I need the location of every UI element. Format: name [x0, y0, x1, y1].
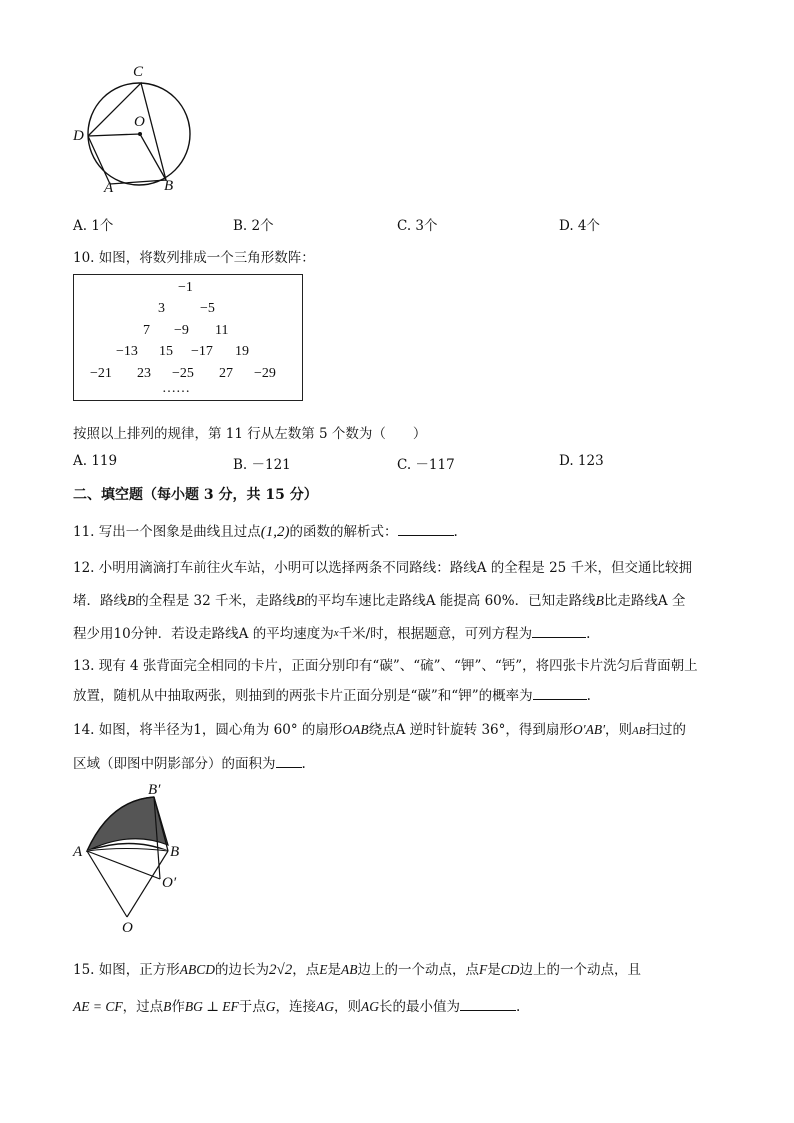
triangle-cell: 19	[235, 344, 249, 359]
q14-text: 绕点A 逆时针旋转 36°，得到扇形	[368, 722, 573, 738]
q15-text: 于点	[238, 999, 266, 1015]
q11-text-b: 的函数的解析式：	[289, 524, 398, 540]
q15-answer-blank[interactable]	[460, 998, 516, 1011]
q15-text: ，过点	[122, 999, 164, 1015]
q10-option-d[interactable]: D. 123	[559, 453, 604, 469]
label-b: B	[164, 178, 174, 194]
q14-text: 扫过的	[645, 722, 686, 738]
section-title: 二、填空题（每小题 3 分，共 15 分）	[73, 487, 318, 503]
q14-line1	[73, 718, 686, 738]
circle-figure	[68, 64, 208, 204]
q14-oab-prime: O′AB′	[572, 722, 606, 737]
label-b: B	[170, 844, 180, 860]
q15-text: 是	[327, 962, 341, 978]
label-o: O	[122, 920, 133, 936]
q12-var-x: x	[333, 627, 339, 639]
q12-line2	[73, 589, 685, 609]
q10-stem: 10. 如图，将数列排成一个三角形数阵：	[73, 250, 315, 266]
q9-option-a[interactable]: A. 1个	[73, 218, 114, 234]
triangle-cell: 7	[143, 323, 150, 338]
label-a: A	[73, 844, 83, 860]
q15-text: ，点	[292, 962, 320, 978]
q15-text: 作	[171, 999, 185, 1015]
q15-text: 15. 如图，正方形	[73, 962, 180, 978]
q15-line1	[73, 958, 641, 979]
q9-option-d[interactable]: D. 4个	[559, 218, 601, 234]
label-a: A	[104, 180, 114, 196]
label-o: O	[134, 114, 145, 130]
q15-ab: AB	[341, 962, 358, 977]
q11-text-a: 11. 写出一个图象是曲线且过点	[73, 524, 261, 540]
q14-end: .	[301, 756, 306, 772]
q13-line2	[73, 684, 591, 704]
q15-text: 的边长为	[215, 962, 270, 978]
triangle-cell: −1	[178, 280, 193, 295]
q14-text: 区域（即图中阴影部分）的面积为	[73, 756, 276, 772]
q12-text: 堵．路线	[73, 593, 127, 609]
label-o-prime: O′	[162, 875, 177, 891]
q15-text: ，连接	[275, 999, 317, 1015]
q13-line1: 13. 现有 4 张背面完全相同的卡片，正面分别印有“碳”、“硫”、“钾”、“钙”，将四张卡片洗匀后背面朝上	[73, 658, 698, 674]
q14-answer-blank[interactable]	[276, 755, 302, 768]
q15-text: 是	[487, 962, 501, 978]
q14-oab: OAB	[342, 722, 369, 737]
q15-end: .	[516, 999, 521, 1015]
q12-text: 千米/时，根据题意，可列方程为	[338, 626, 533, 642]
triangle-cell: 23	[137, 366, 151, 381]
triangle-cell: −9	[174, 323, 189, 338]
q15-text: 长的最小值为	[379, 999, 461, 1015]
q12-end: .	[586, 626, 591, 642]
q10-question: 按照以上排列的规律，第 11 行从左数第 5 个数为（ ）	[73, 426, 427, 442]
q14-text: 14. 如图，将半径为1，圆心角为 60° 的扇形	[73, 722, 343, 738]
label-c: C	[133, 64, 144, 80]
q10-option-b[interactable]: B. －121	[233, 457, 291, 473]
triangle-ellipsis: ……	[162, 381, 190, 396]
q12-var-b: B	[127, 593, 136, 608]
q12-var-b: B	[296, 593, 305, 608]
q15-point-b: B	[163, 999, 172, 1014]
triangle-cell: 15	[159, 344, 173, 359]
q15-text: 边上的一个动点，且	[519, 962, 642, 978]
q12-answer-blank[interactable]	[532, 625, 586, 638]
q12-text: 的全程是 32 千米，走路线	[135, 593, 297, 609]
number-triangle-box	[73, 274, 303, 401]
q15-text: ，则	[334, 999, 362, 1015]
q12-var-b: B	[595, 593, 604, 608]
q15-condition: AE = CF	[73, 999, 123, 1014]
q15-ag: AG	[316, 999, 335, 1014]
q11-end: .	[453, 524, 458, 540]
triangle-cell: 11	[215, 323, 229, 338]
q12-text: 比走路线A 全	[603, 593, 686, 609]
q15-ag: AG	[361, 999, 380, 1014]
q15-line2	[73, 995, 520, 1015]
q13-end: .	[586, 688, 591, 704]
q9-option-b[interactable]: B. 2个	[233, 218, 274, 234]
q15-point-f: F	[479, 962, 488, 977]
q14-text: ，则	[605, 722, 633, 738]
label-b-prime: B′	[148, 782, 161, 798]
q9-option-c[interactable]: C. 3个	[397, 218, 438, 234]
triangle-cell: −13	[116, 344, 138, 359]
triangle-cell: −21	[90, 366, 112, 381]
q13-text: 放置，随机从中抽取两张，则抽到的两张卡片正面分别是“碳”和“钾”的概率为	[73, 688, 533, 704]
triangle-cell: 3	[158, 301, 165, 316]
q11-point: (1,2)	[260, 524, 290, 540]
q12-line1: 12. 小明用滴滴打车前往火车站，小明可以选择两条不同路线：路线A 的全程是 25 千米，但交通比较拥	[73, 560, 693, 576]
triangle-cell: 27	[219, 366, 233, 381]
sector-figure	[70, 780, 200, 930]
label-d: D	[73, 128, 84, 144]
q15-point-e: E	[319, 962, 328, 977]
q15-side-length: 2√2	[269, 962, 293, 978]
q11-answer-blank[interactable]	[398, 523, 454, 536]
triangle-cell: −5	[200, 301, 215, 316]
q15-text: 边上的一个动点，点	[357, 962, 479, 978]
q12-line3	[73, 622, 590, 642]
q12-text: 的平均车速比走路线A 能提高 60%．已知走路线	[304, 593, 596, 609]
q14-arc-ab: AB	[632, 725, 646, 737]
q12-text: 程少用10分钟．若设走路线A 的平均速度为	[73, 626, 334, 642]
q15-abcd: ABCD	[179, 962, 216, 977]
q15-perpendicular: BG ⊥ EF	[184, 999, 239, 1014]
q15-point-g: G	[265, 999, 276, 1014]
triangle-cell: −25	[172, 366, 194, 381]
q15-cd: CD	[500, 962, 520, 977]
q14-line2	[73, 752, 306, 772]
q11	[73, 520, 458, 541]
triangle-cell: −29	[254, 366, 276, 381]
q10-option-c[interactable]: C. －117	[397, 457, 455, 473]
q13-answer-blank[interactable]	[533, 687, 587, 700]
triangle-cell: −17	[191, 344, 213, 359]
q10-option-a[interactable]: A. 119	[73, 453, 118, 469]
